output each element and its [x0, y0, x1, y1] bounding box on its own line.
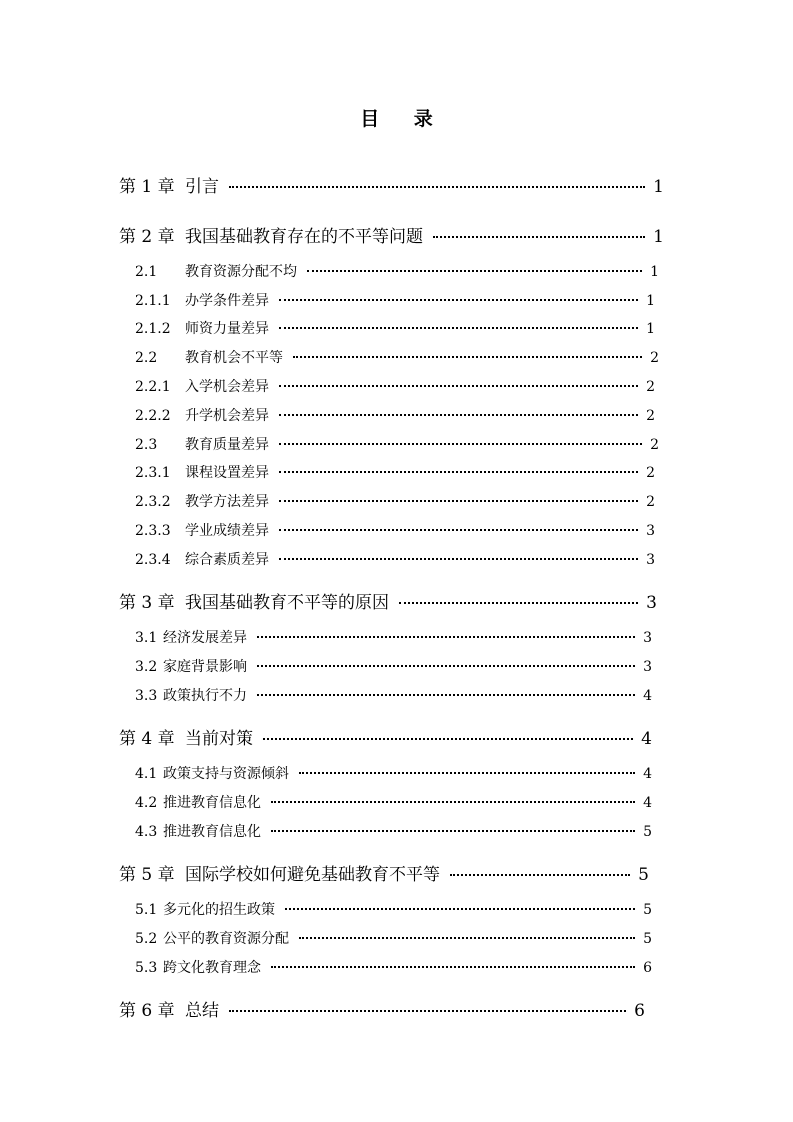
leader-dots [279, 299, 638, 301]
entry-number: 4.1 [135, 766, 158, 782]
leader-dots [257, 665, 635, 667]
entry-title: 跨文化教育理念 [163, 960, 261, 976]
toc-entry-4-1[interactable] [135, 763, 652, 783]
leader-dots [279, 500, 638, 502]
entry-title: 当前对策 [185, 729, 253, 749]
leader-dots [433, 236, 645, 238]
entry-title: 教育质量差异 [185, 437, 269, 453]
entry-number: 2.2.1 [135, 379, 171, 395]
toc-entry-ch2[interactable] [119, 222, 664, 247]
leader-dots [279, 385, 638, 387]
entry-title: 升学机会差异 [185, 408, 269, 424]
entry-number: 2.2.2 [135, 408, 171, 424]
entry-title: 综合素质差异 [185, 552, 269, 568]
leader-dots [279, 471, 638, 473]
toc-entry-2-2-2[interactable] [135, 405, 655, 425]
toc-entry-4-2[interactable] [135, 792, 652, 812]
entry-title: 多元化的招生政策 [163, 902, 275, 918]
toc-title: 目 录 [360, 108, 447, 130]
toc-entry-ch6[interactable] [119, 996, 645, 1021]
entry-number: 2.3.4 [135, 552, 171, 568]
entry-title: 办学条件差异 [185, 293, 269, 309]
entry-number: 4.3 [135, 824, 158, 840]
entry-page: 1 [646, 293, 655, 309]
toc-entry-2-2-1[interactable] [135, 376, 655, 396]
entry-page: 6 [634, 1001, 645, 1021]
leader-dots [299, 937, 635, 939]
toc-entry-5-2[interactable] [135, 928, 652, 948]
leader-dots [271, 966, 635, 968]
entry-title: 学业成绩差异 [185, 523, 269, 539]
entry-number: 2.1 [135, 264, 158, 280]
leader-dots [307, 270, 642, 272]
entry-title: 政策支持与资源倾斜 [163, 766, 289, 782]
toc-entry-3-1[interactable] [135, 627, 652, 647]
entry-number: 2.3.1 [135, 465, 171, 481]
entry-number: 第 2 章 [119, 227, 175, 247]
entry-page: 2 [650, 350, 659, 366]
toc-entry-ch5[interactable] [119, 860, 649, 885]
entry-page: 1 [653, 227, 664, 247]
entry-number: 2.3.3 [135, 523, 171, 539]
toc-entry-2-3-3[interactable] [135, 520, 655, 540]
leader-dots [263, 738, 633, 740]
entry-page: 5 [643, 931, 652, 947]
entry-title: 引言 [185, 177, 219, 197]
toc-entry-2-2[interactable] [135, 347, 659, 367]
toc-entry-2-1[interactable] [135, 261, 659, 281]
leader-dots [299, 772, 635, 774]
leader-dots [279, 327, 638, 329]
entry-number: 3.3 [135, 688, 158, 704]
entry-number: 第 6 章 [119, 1001, 175, 1021]
entry-number: 2.1.1 [135, 293, 171, 309]
toc-entry-3-2[interactable] [135, 656, 652, 676]
entry-number: 4.2 [135, 795, 158, 811]
toc-entry-3-3[interactable] [135, 685, 652, 705]
leader-dots [257, 694, 635, 696]
entry-title: 我国基础教育不平等的原因 [185, 593, 389, 613]
entry-page: 3 [643, 630, 652, 646]
entry-title: 入学机会差异 [185, 379, 269, 395]
entry-title: 我国基础教育存在的不平等问题 [185, 227, 423, 247]
entry-number: 2.1.2 [135, 321, 171, 337]
leader-dots [229, 1010, 626, 1012]
entry-page: 2 [650, 437, 659, 453]
entry-page: 1 [653, 177, 664, 197]
entry-page: 4 [643, 766, 652, 782]
toc-entry-5-1[interactable] [135, 899, 652, 919]
entry-page: 5 [643, 824, 652, 840]
leader-dots [271, 830, 635, 832]
entry-number: 第 1 章 [119, 177, 175, 197]
entry-number: 2.3 [135, 437, 158, 453]
toc-entry-2-3-4[interactable] [135, 549, 655, 569]
entry-number: 第 5 章 [119, 865, 175, 885]
entry-page: 2 [646, 379, 655, 395]
entry-page: 3 [643, 659, 652, 675]
entry-number: 2.2 [135, 350, 158, 366]
entry-number: 第 4 章 [119, 729, 175, 749]
entry-number: 3.1 [135, 630, 158, 646]
entry-title: 家庭背景影响 [163, 659, 247, 675]
entry-title: 教育机会不平等 [185, 350, 283, 366]
entry-number: 2.3.2 [135, 494, 171, 510]
toc-entry-ch3[interactable] [119, 588, 657, 613]
leader-dots [279, 443, 642, 445]
entry-page: 2 [646, 494, 655, 510]
toc-entry-2-3[interactable] [135, 434, 659, 454]
leader-dots [279, 558, 638, 560]
entry-page: 5 [638, 865, 649, 885]
entry-number: 5.1 [135, 902, 158, 918]
entry-page: 4 [643, 688, 652, 704]
entry-page: 5 [643, 902, 652, 918]
entry-number: 第 3 章 [119, 593, 175, 613]
entry-page: 4 [643, 795, 652, 811]
toc-entry-5-3[interactable] [135, 957, 652, 977]
leader-dots [279, 414, 638, 416]
toc-entry-2-3-2[interactable] [135, 491, 655, 511]
leader-dots [279, 529, 638, 531]
entry-page: 1 [650, 264, 659, 280]
entry-title: 推进教育信息化 [163, 824, 261, 840]
toc-entry-2-1-2[interactable] [135, 318, 655, 338]
entry-page: 6 [643, 960, 652, 976]
entry-title: 教学方法差异 [185, 494, 269, 510]
entry-page: 3 [646, 552, 655, 568]
entry-page: 1 [646, 321, 655, 337]
toc-entry-4-3[interactable] [135, 821, 652, 841]
entry-number: 5.2 [135, 931, 158, 947]
entry-page: 3 [646, 523, 655, 539]
leader-dots [293, 356, 642, 358]
entry-title: 公平的教育资源分配 [163, 931, 289, 947]
entry-title: 总结 [185, 1001, 219, 1021]
entry-page: 2 [646, 408, 655, 424]
leader-dots [229, 186, 645, 188]
entry-title: 教育资源分配不均 [185, 264, 297, 280]
toc-entry-2-1-1[interactable] [135, 290, 655, 310]
leader-dots [257, 636, 635, 638]
leader-dots [285, 908, 635, 910]
toc-entry-2-3-1[interactable] [135, 462, 655, 482]
entry-page: 3 [646, 593, 657, 613]
entry-title: 政策执行不力 [163, 688, 247, 704]
entry-title: 经济发展差异 [163, 630, 247, 646]
entry-title: 推进教育信息化 [163, 795, 261, 811]
leader-dots [450, 874, 630, 876]
leader-dots [399, 602, 638, 604]
entry-page: 4 [641, 729, 652, 749]
entry-number: 3.2 [135, 659, 158, 675]
leader-dots [271, 801, 635, 803]
toc-entry-ch1[interactable] [119, 172, 664, 197]
toc-entry-ch4[interactable] [119, 724, 652, 749]
entry-title: 课程设置差异 [185, 465, 269, 481]
entry-title: 国际学校如何避免基础教育不平等 [185, 865, 440, 885]
entry-title: 师资力量差异 [185, 321, 269, 337]
entry-page: 2 [646, 465, 655, 481]
entry-number: 5.3 [135, 960, 158, 976]
